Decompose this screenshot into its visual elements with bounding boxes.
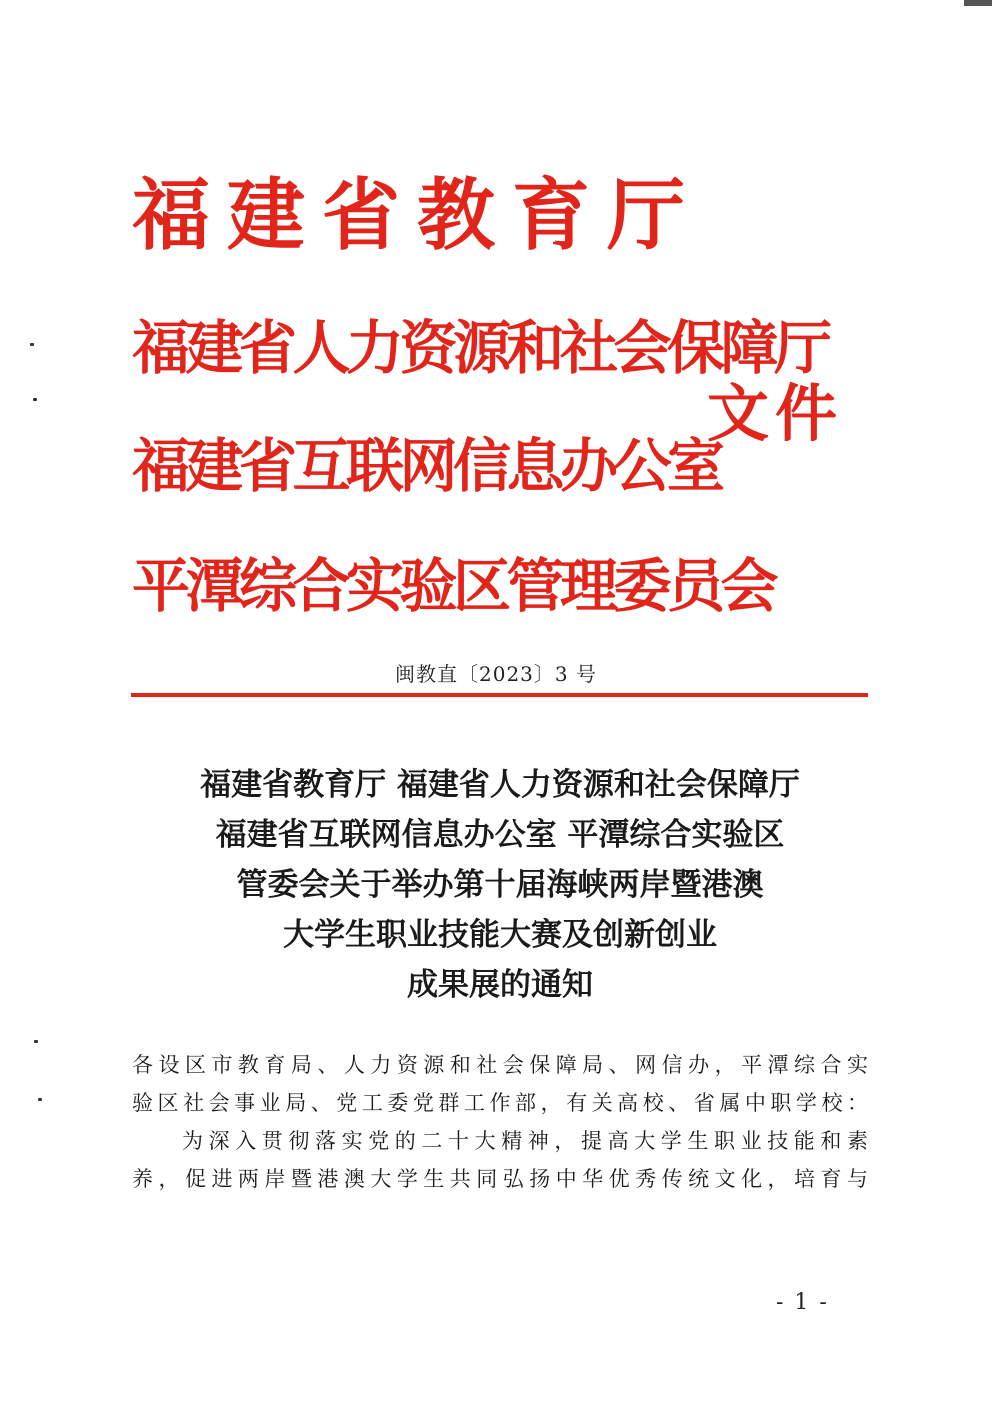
body-text xyxy=(132,1046,868,1198)
scan-speck xyxy=(38,1098,42,1101)
scan-speck xyxy=(30,343,34,346)
document-label: 文件 xyxy=(707,377,844,450)
title-line: 管委会关于举办第十届海峡两岸暨港澳 xyxy=(236,867,764,903)
body-line: 为深入贯彻落实党的二十大精神，提高大学生职业技能和素 xyxy=(182,1129,868,1153)
page-number: - 1 - xyxy=(776,1290,829,1315)
red-separator-line xyxy=(131,693,868,697)
title-line: 大学生职业技能大赛及创新创业 xyxy=(283,917,717,953)
document-number: 闽教直〔2023〕3 号 xyxy=(395,662,597,686)
title-line: 福建省教育厅 福建省人力资源和社会保障厅 xyxy=(200,767,800,803)
title-line: 福建省互联网信息办公室 平潭综合实验区 xyxy=(215,817,785,853)
scan-speck xyxy=(33,398,37,401)
issuer-pingtan-committee: 平潭综合实验区管理委员会 xyxy=(132,552,775,620)
issuer-education-dept: 福建省教育厅 xyxy=(132,171,703,261)
body-line: 各设区市教育局、人力资源和社会保障局、网信办，平潭综合实 xyxy=(132,1053,868,1077)
body-line: 养，促进两岸暨港澳大学生共同弘扬中华优秀传统文化，培育与 xyxy=(132,1167,868,1191)
issuer-internet-office: 福建省互联网信息办公室 xyxy=(132,432,721,500)
notice-title xyxy=(120,760,880,1010)
title-line: 成果展的通知 xyxy=(407,967,593,1003)
body-line: 验区社会事业局、党工委党群工作部，有关高校、省属中职学校： xyxy=(132,1091,868,1115)
scan-corner-mark xyxy=(964,0,992,6)
issuer-hr-dept: 福建省人力资源和社会保障厅 xyxy=(132,314,828,382)
scan-speck xyxy=(34,1040,38,1043)
